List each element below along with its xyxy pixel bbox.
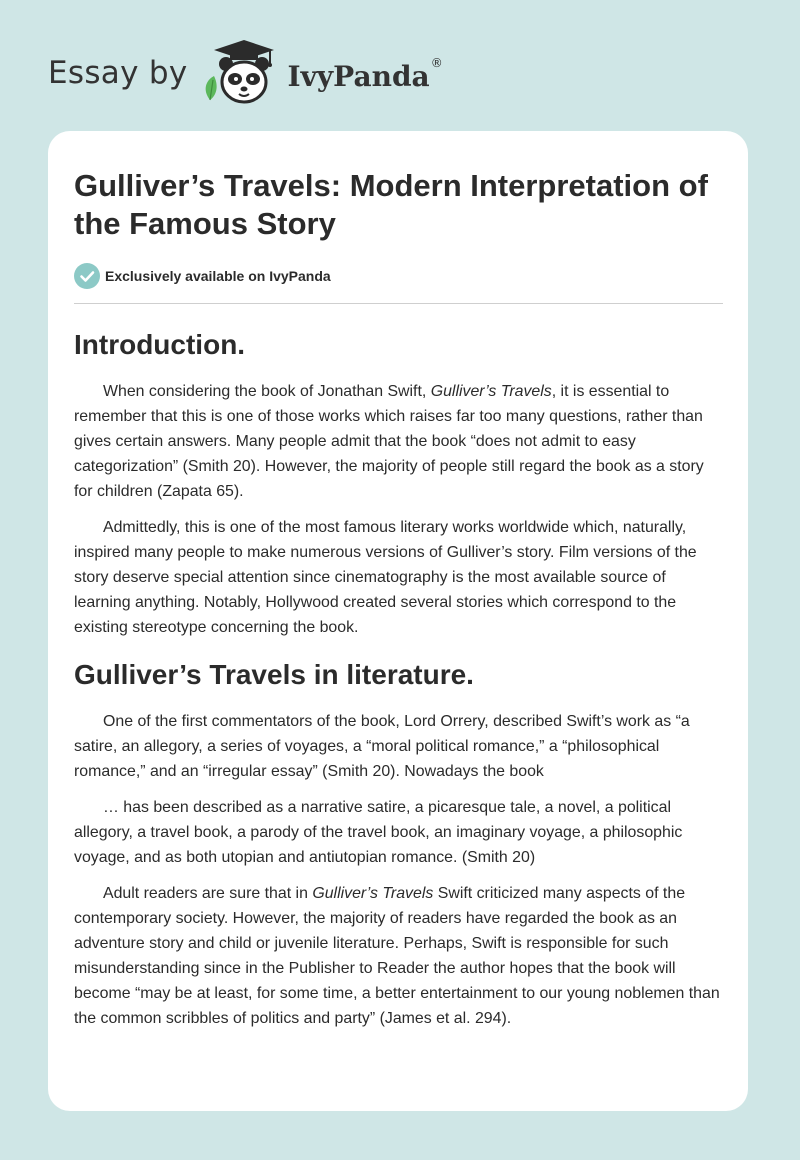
page-title: Gulliver’s Travels: Modern Interpretation of the Famous Story [74, 168, 708, 241]
exclusive-badge [74, 263, 331, 289]
check-circle-icon [74, 263, 100, 289]
paragraph: One of the first commentators of the book, Lord Orrery, described Swift’s work as “a satire, an allegory, a series of voyages, a “moral political romance,” a “philosophical romance,” and an “irregular essay” (Smith 20). Nowadays the book [74, 713, 690, 780]
brand-name: IvyPanda [287, 59, 430, 93]
paragraph-text: When considering the book of Jonathan Swift, [103, 383, 431, 400]
book-title-emphasis: Gulliver’s Travels [430, 383, 552, 400]
section-heading-introduction: Introduction. [74, 329, 246, 360]
paragraph-text: , it is essential to remember that this is one of those works which raises far too many questions, rather than gives certain answers. Many people admit that the book “does not admit to easy categorization” (Smith 20). However, the majority of people still regard the book as a story for children (Zapata 65). [74, 383, 704, 500]
paragraph-text: Adult readers are sure that in [103, 885, 313, 902]
book-title-emphasis: Gulliver’s Travels [312, 885, 434, 902]
brand-prefix: Essay by [48, 55, 188, 91]
paragraph [74, 379, 726, 504]
exclusive-badge-label: Exclusively available on IvyPanda [105, 268, 331, 284]
essay-body [74, 321, 726, 1042]
essay-card [48, 131, 748, 1111]
block-quote: … has been described as a narrative satire, a picaresque tale, a novel, a political allegory, a travel book, a parody of the travel book, an imaginary voyage, a philosophic voyage, and as both utopian and antiutopian romance. (Smith 20) [74, 799, 683, 866]
panda-graduate-icon [200, 38, 284, 108]
site-header [48, 38, 443, 108]
registered-mark: ® [430, 56, 443, 70]
paragraph-text: Swift criticized many aspects of the contemporary society. However, the majority of readers have regarded the book as an adventure story and child or juvenile literature. Perhaps, Swift is responsible for such misunderstanding since in the Publisher to Reader the author hopes that the book will become “may be at least, for some time, a better entertainment to our young noblemen than the common scribbles of politics and party” (James et al. 294). [74, 885, 720, 1027]
section-heading-literature: Gulliver’s Travels in literature. [74, 659, 474, 690]
paragraph: Admittedly, this is one of the most famous literary works worldwide which, naturally, inspired many people to make numerous versions of Gulliver’s story. Film versions of the story deserve special attention since cinematography is the most available source of learning anything. Notably, Hollywood created several stories which correspond to the existing stereotype concerning the book. [74, 519, 697, 636]
paragraph [74, 881, 726, 1031]
divider [74, 303, 723, 304]
